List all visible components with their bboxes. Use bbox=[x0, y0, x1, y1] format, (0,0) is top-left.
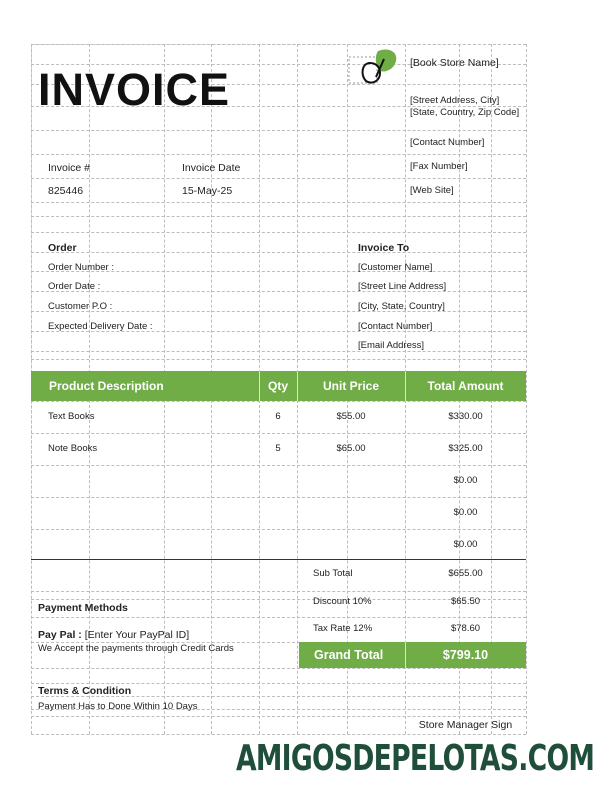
header-total-amount: Total Amount bbox=[427, 379, 504, 393]
customer-contact: [Contact Number] bbox=[358, 321, 433, 332]
tax-value: $78.60 bbox=[450, 623, 481, 634]
invoice-number-label: Invoice # bbox=[48, 162, 91, 174]
payment-methods-heading: Payment Methods bbox=[38, 602, 128, 614]
invoice-date-label: Invoice Date bbox=[182, 162, 241, 174]
grid-h-line bbox=[31, 359, 526, 360]
customer-po-label: Customer P.O : bbox=[48, 301, 113, 312]
grid-h-line bbox=[31, 252, 526, 253]
grand-total-band bbox=[299, 642, 526, 668]
row-qty: 5 bbox=[275, 443, 281, 454]
grid-h-line bbox=[31, 154, 526, 155]
grid-h-line bbox=[31, 497, 526, 498]
header-unit-price: Unit Price bbox=[322, 379, 379, 393]
watermark: AMIGOSDEPELOTAS.COM bbox=[236, 738, 594, 779]
order-heading: Order bbox=[48, 242, 77, 254]
paypal-line bbox=[38, 630, 189, 641]
invoice-number: 825446 bbox=[48, 185, 84, 197]
header-product-description: Product Description bbox=[49, 379, 164, 393]
terms-text: Payment Has to Done Within 10 Days bbox=[38, 701, 198, 712]
customer-street: [Street Line Address] bbox=[358, 281, 447, 292]
grid-h-line bbox=[31, 734, 526, 735]
terms-heading: Terms & Condition bbox=[38, 685, 132, 697]
watermark-main: AMIGOSDEPELOTAS bbox=[236, 738, 519, 779]
subtotal-label: Sub Total bbox=[313, 568, 353, 579]
discount-value: $65.50 bbox=[450, 596, 481, 607]
store-address-line1: [Street Address, City] bbox=[410, 95, 500, 106]
header-qty: Qty bbox=[267, 379, 288, 393]
grid-h-line bbox=[31, 216, 526, 217]
row-description: Note Books bbox=[48, 443, 98, 454]
credit-card-note: We Accept the payments through Credit Cards bbox=[38, 643, 234, 654]
store-manager-sign: Store Manager Sign bbox=[418, 719, 513, 731]
tax-label: Tax Rate 12% bbox=[313, 623, 373, 634]
row-qty: 6 bbox=[275, 411, 281, 422]
invoice-title: INVOICE bbox=[38, 64, 231, 115]
grid-h-line bbox=[31, 591, 526, 592]
grid-h-line bbox=[31, 465, 526, 466]
row-total: $330.00 bbox=[448, 411, 483, 422]
store-web: [Web Site] bbox=[410, 185, 454, 196]
grid-h-line bbox=[31, 529, 526, 530]
store-address-line2: [State, Country, Zip Code] bbox=[410, 107, 520, 118]
row-unit-price: $55.00 bbox=[336, 411, 366, 422]
store-contact: [Contact Number] bbox=[410, 137, 485, 148]
grid-h-line bbox=[31, 351, 526, 352]
grid-h-line bbox=[31, 291, 526, 292]
store-name: [Book Store Name] bbox=[410, 57, 499, 69]
order-number-label: Order Number : bbox=[48, 262, 114, 273]
invoice-to-heading: Invoice To bbox=[358, 242, 410, 254]
grid-h-line bbox=[31, 716, 526, 717]
grid-h-line bbox=[31, 433, 526, 434]
store-fax: [Fax Number] bbox=[410, 161, 468, 172]
row-total: $325.00 bbox=[448, 443, 483, 454]
leaf-logo-icon bbox=[348, 45, 398, 87]
grid-h-line bbox=[31, 668, 526, 669]
grand-total-value: $799.10 bbox=[442, 648, 489, 662]
row-description: Text Books bbox=[48, 411, 95, 422]
paypal-label: Pay Pal : bbox=[38, 629, 82, 641]
grid-h-line bbox=[31, 202, 526, 203]
grid-h-line bbox=[31, 130, 526, 131]
subtotal-value: $655.00 bbox=[448, 568, 483, 579]
customer-email: [Email Address] bbox=[358, 340, 424, 351]
row-total: $0.00 bbox=[453, 539, 478, 550]
grid-h-line bbox=[31, 401, 526, 402]
grid-v-line bbox=[526, 44, 527, 734]
grid-h-line bbox=[31, 44, 526, 45]
invoice-date: 15-May-25 bbox=[182, 185, 233, 197]
grand-total-label: Grand Total bbox=[314, 648, 384, 662]
grid-h-line bbox=[31, 617, 526, 618]
row-total: $0.00 bbox=[453, 475, 478, 486]
expected-delivery-label: Expected Delivery Date : bbox=[48, 321, 153, 332]
watermark-suffix: COM bbox=[527, 738, 594, 779]
grid-h-line bbox=[31, 683, 526, 684]
invoice-sheet bbox=[31, 44, 526, 734]
grid-h-line bbox=[31, 232, 526, 233]
row-total: $0.00 bbox=[453, 507, 478, 518]
order-date-label: Order Date : bbox=[48, 281, 101, 292]
customer-city: [City, State, Country] bbox=[358, 301, 445, 312]
discount-label: Discount 10% bbox=[313, 596, 372, 607]
table-header bbox=[31, 371, 526, 401]
paypal-value: [Enter Your PayPal ID] bbox=[84, 629, 190, 641]
customer-name: [Customer Name] bbox=[358, 262, 433, 273]
table-bottom-rule bbox=[31, 559, 526, 560]
grid-h-line bbox=[31, 178, 526, 179]
row-unit-price: $65.00 bbox=[336, 443, 366, 454]
